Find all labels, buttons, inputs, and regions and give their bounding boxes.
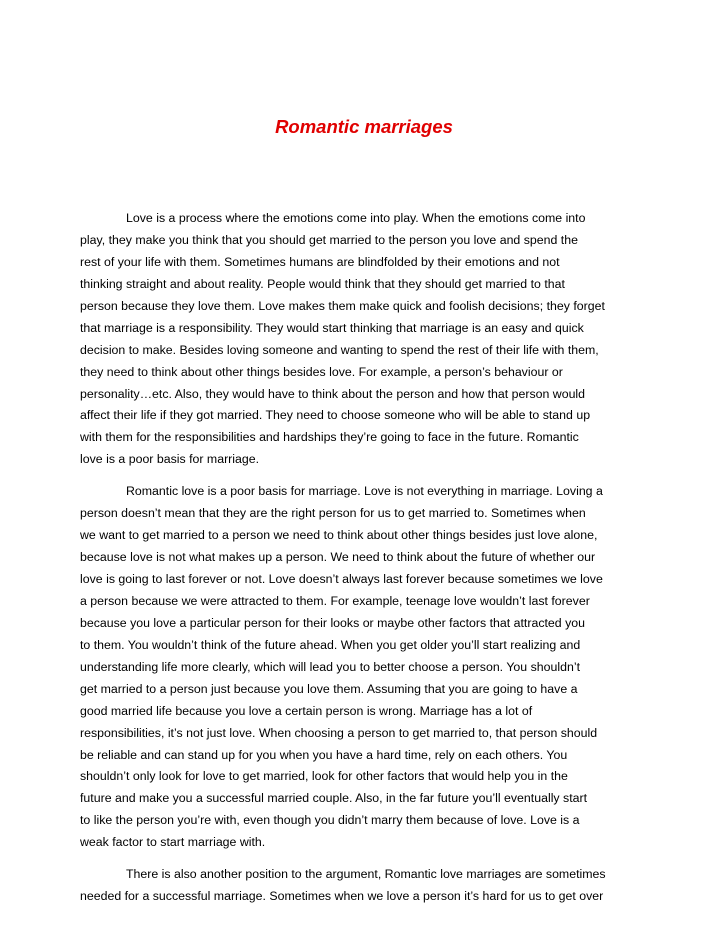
text-line: weak factor to start marriage with.: [80, 835, 266, 850]
text-line: thinking straight and about reality. People would think that they should get married to that: [80, 276, 565, 291]
text-line: shouldn’t only look for love to get married, look for other factors that would help you in the: [80, 769, 568, 784]
paragraph: [80, 208, 650, 471]
document-body: [80, 208, 650, 918]
text-line: be reliable and can stand up for you when you have a hard time, rely on each others. You: [80, 747, 568, 762]
text-line: get married to a person just because you love them. Assuming that you are going to have a: [80, 681, 578, 696]
text-line: because you love a particular person for their looks or maybe other factors that attracted you: [80, 615, 585, 630]
text-line: future and make you a successful married couple. Also, in the far future you’ll eventually start: [80, 791, 588, 806]
text-line: rest of your life with them. Sometimes humans are blindfolded by their emotions and not: [80, 254, 560, 269]
paragraph: [80, 481, 650, 854]
text-line: we want to get married to a person we need to think about other things besides just love alone,: [80, 528, 598, 543]
text-line: they need to think about other things besides love. For example, a person’s behaviour or: [80, 364, 563, 379]
text-line: because love is not what makes up a person. We need to think about the future of whether our: [80, 550, 596, 565]
text-line: love is going to last forever or not. Love doesn’t always last forever because sometimes we love: [80, 572, 603, 586]
text-line: needed for a successful marriage. Sometimes when we love a person it’s hard for us to get over: [80, 889, 604, 904]
text-line: good married life because you love a certain person is wrong. Marriage has a lot of: [80, 703, 533, 718]
text-line: love is a poor basis for marriage.: [80, 452, 260, 467]
text-line: person because they love them. Love makes them make quick and foolish decisions; they forget: [80, 298, 605, 313]
text-line: responsibilities, it’s not just love. When choosing a person to get married to, that person should: [80, 725, 598, 740]
text-line: Romantic love is a poor basis for marriage. Love is not everything in marriage. Loving a: [126, 484, 603, 499]
text-line: person doesn’t mean that they are the right person for us to get married to. Sometimes when: [80, 506, 586, 521]
text-line: personality…etc. Also, they would have to think about the person and how that person would: [80, 386, 586, 401]
text-line: understanding life more clearly, which will lead you to better choose a person. You shouldn’t: [80, 659, 580, 674]
text-line: decision to make. Besides loving someone and wanting to spend the rest of their life with them,: [80, 342, 599, 357]
text-line: that marriage is a responsibility. They would start thinking that marriage is an easy and quick: [80, 320, 584, 335]
text-line: play, they make you think that you should get married to the person you love and spend the: [80, 232, 578, 247]
text-line: affect their life if they got married. They need to choose someone who will be able to stand up: [80, 408, 591, 423]
text-line: to like the person you’re with, even though you didn’t marry them because of love. Love is a: [80, 813, 580, 828]
text-line: with them for the responsibilities and hardships they’re going to face in the future. Romantic: [80, 430, 579, 445]
text-line: a person because we were attracted to them. For example, teenage love wouldn’t last forever: [80, 593, 590, 608]
text-line: to them. You wouldn’t think of the future ahead. When you get older you’ll start realizing and: [80, 637, 581, 652]
document-title: Romantic marriages: [275, 116, 453, 137]
paragraph: [80, 864, 650, 908]
text-line: Love is a process where the emotions come into play. When the emotions come into: [126, 211, 586, 225]
text-line: There is also another position to the argument, Romantic love marriages are sometimes: [126, 867, 606, 882]
